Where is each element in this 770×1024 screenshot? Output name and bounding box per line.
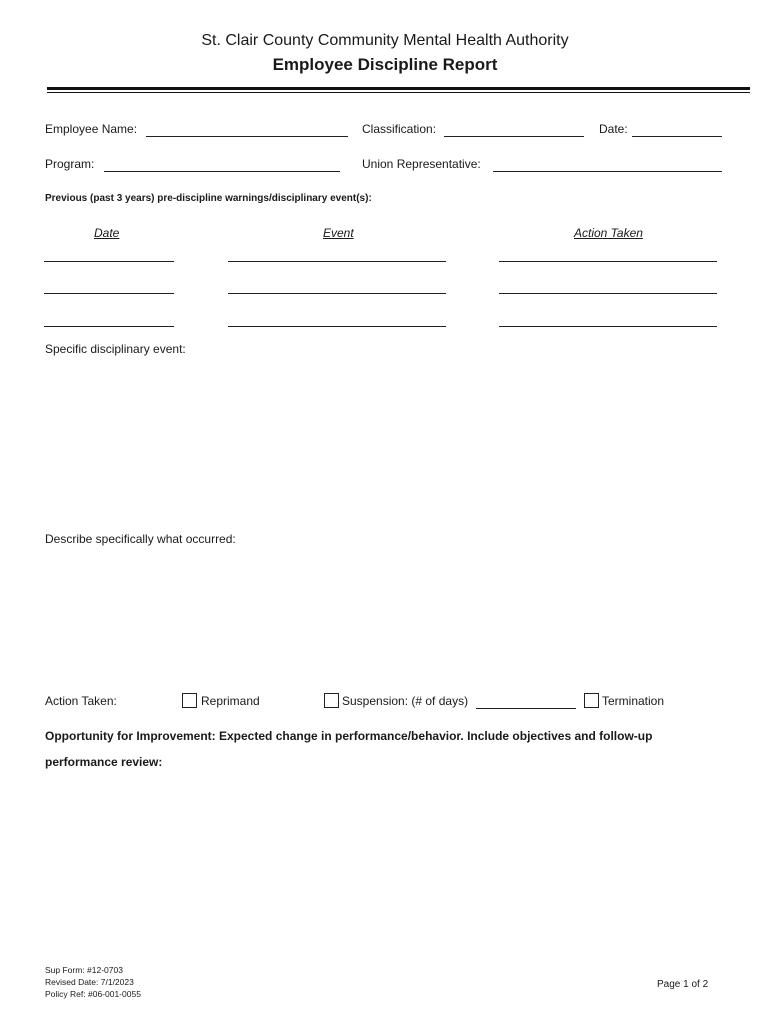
previous-event-field-2[interactable] bbox=[228, 293, 446, 294]
previous-action-field-3[interactable] bbox=[499, 326, 717, 327]
previous-date-field-1[interactable] bbox=[44, 261, 174, 262]
union-representative-field[interactable] bbox=[493, 171, 722, 172]
describe-occurred-label: Describe specifically what occurred: bbox=[45, 532, 236, 546]
previous-date-field-2[interactable] bbox=[44, 293, 174, 294]
specific-event-label: Specific disciplinary event: bbox=[45, 342, 186, 356]
column-header-date: Date bbox=[94, 226, 120, 240]
termination-label: Termination bbox=[602, 694, 665, 708]
improvement-heading-line2: performance review: bbox=[45, 755, 163, 769]
program-field[interactable] bbox=[104, 171, 340, 172]
improvement-heading-line1: Opportunity for Improvement: Expected change in performance/behavior. Include objectives and follow-up bbox=[45, 729, 653, 743]
previous-action-field-1[interactable] bbox=[499, 261, 717, 262]
previous-date-field-3[interactable] bbox=[44, 326, 174, 327]
reprimand-label: Reprimand bbox=[201, 694, 260, 708]
specific-event-area[interactable] bbox=[45, 362, 725, 522]
page-number: Page 1 of 2 bbox=[657, 979, 709, 990]
previous-action-field-2[interactable] bbox=[499, 293, 717, 294]
suspension-days-field[interactable] bbox=[476, 708, 576, 709]
date-label: Date: bbox=[599, 122, 628, 136]
employee-name-label: Employee Name: bbox=[45, 122, 138, 136]
header-rule-thick bbox=[47, 87, 750, 90]
sup-form-number: Sup Form: #12-0703 bbox=[45, 965, 123, 975]
classification-field[interactable] bbox=[444, 136, 584, 137]
union-representative-label: Union Representative: bbox=[362, 157, 481, 171]
classification-label: Classification: bbox=[362, 122, 437, 136]
column-header-event: Event bbox=[323, 226, 354, 240]
termination-checkbox[interactable] bbox=[584, 693, 599, 708]
describe-occurred-area[interactable] bbox=[45, 552, 725, 682]
report-title: Employee Discipline Report bbox=[272, 55, 498, 74]
suspension-checkbox[interactable] bbox=[324, 693, 339, 708]
program-label: Program: bbox=[45, 157, 95, 171]
employee-name-field[interactable] bbox=[146, 136, 348, 137]
reprimand-checkbox[interactable] bbox=[182, 693, 197, 708]
improvement-area[interactable] bbox=[45, 775, 725, 945]
action-taken-label: Action Taken: bbox=[45, 694, 117, 708]
date-field[interactable] bbox=[632, 136, 722, 137]
suspension-label: Suspension: (# of days) bbox=[342, 694, 469, 708]
header-rule-thin bbox=[47, 92, 750, 93]
previous-event-field-1[interactable] bbox=[228, 261, 446, 262]
previous-event-field-3[interactable] bbox=[228, 326, 446, 327]
column-header-action-taken: Action Taken bbox=[574, 226, 643, 240]
revised-date: Revised Date: 7/1/2023 bbox=[45, 977, 134, 987]
organization-name: St. Clair County Community Mental Health Authority bbox=[201, 32, 569, 49]
policy-reference: Policy Ref: #06-001-0055 bbox=[45, 989, 141, 999]
previous-events-heading: Previous (past 3 years) pre-discipline warnings/disciplinary event(s): bbox=[45, 193, 372, 204]
